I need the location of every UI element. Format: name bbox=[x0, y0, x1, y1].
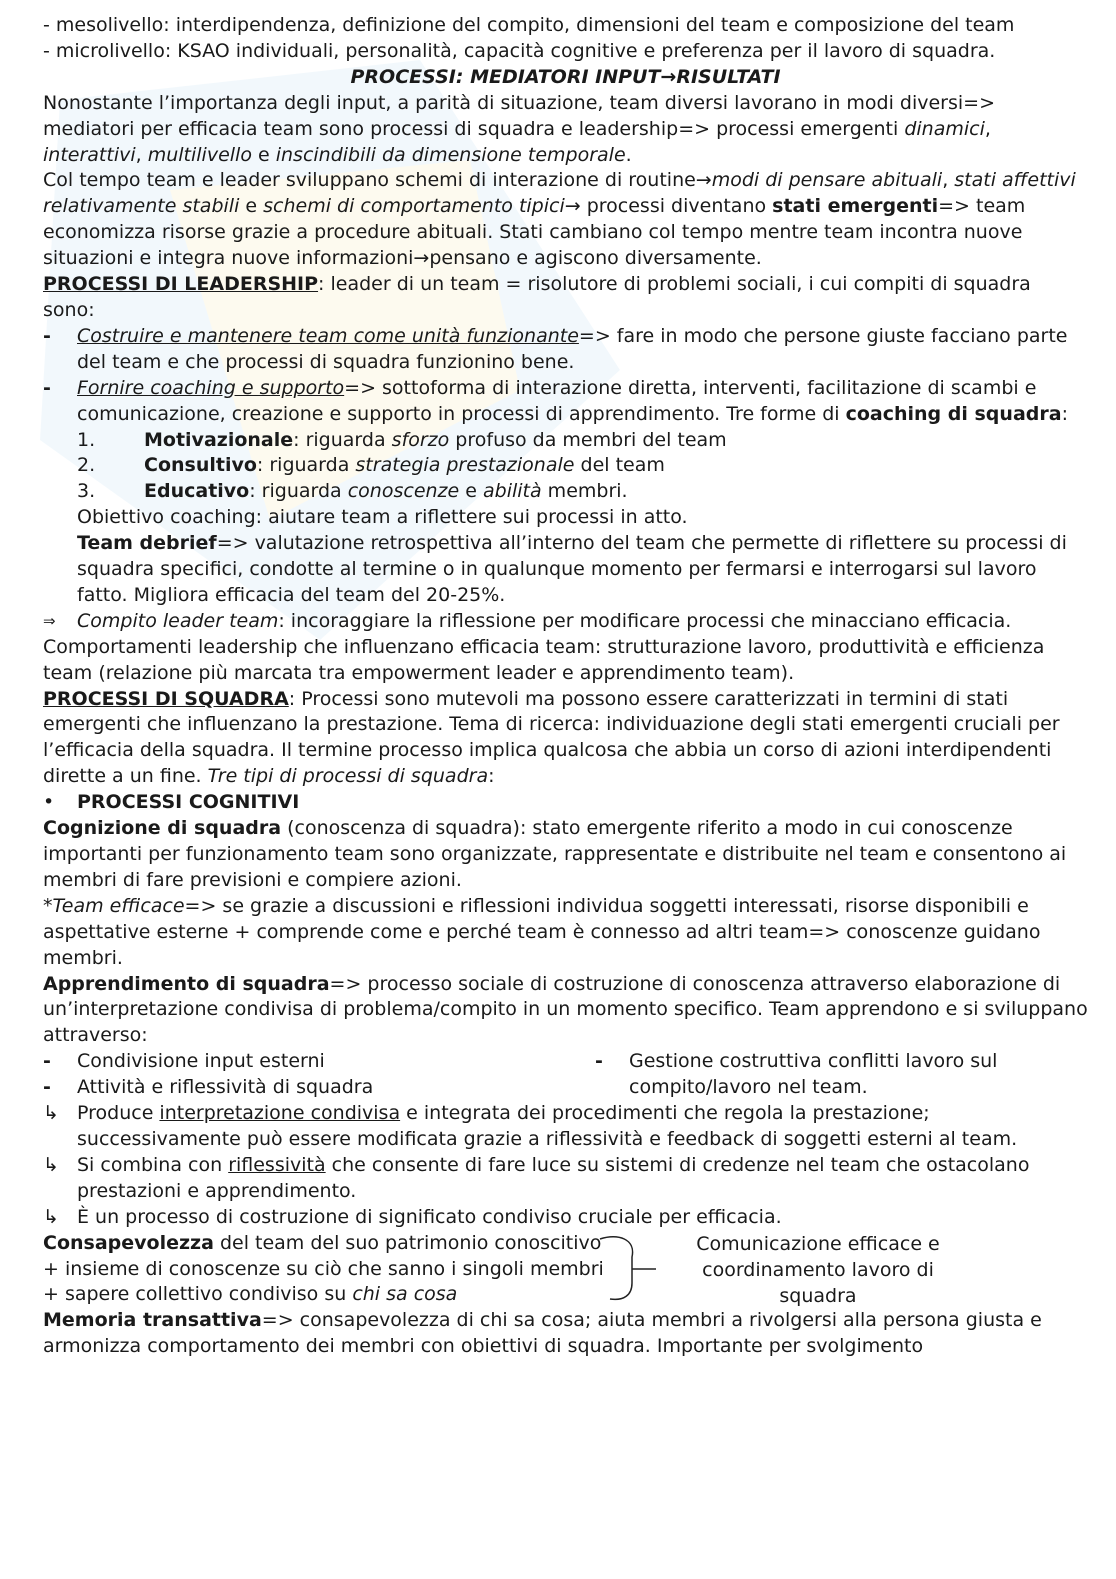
paragraph-team-efficace: *Team efficace=> se grazie a discussioni e riflessioni individua soggetti interessati, risorse disponibili e aspettative esterne + comprende come e perché team è connesso ad altri team=> conoscenze guidano membri. bbox=[43, 894, 1041, 969]
list-item: - Gestione costruttiva conflitti lavoro sul compito/lavoro nel team. bbox=[595, 1050, 998, 1099]
list-item: ↳ Produce interpretazione condivisa e integrata dei procedimenti che regola la prestazione; successivamente può essere modificata grazie a riflessività e feedback di soggetti esterni al team. bbox=[43, 1102, 1018, 1150]
document-page bbox=[43, 13, 1088, 1360]
paragraph-comportamenti: Comportamenti leadership che influenzano efficacia team: strutturazione lavoro, produttività e efficienza team (relazione più marcata tra empowerment leader e apprendimento team). bbox=[43, 635, 1045, 684]
list-item: ↳ È un processo di costruzione di significato condiviso cruciale per efficacia. bbox=[43, 1205, 1088, 1231]
line-mesolivello: - mesolivello: interdipendenza, definizione del compito, dimensioni del team e composizione del team bbox=[43, 14, 1015, 36]
list-item: - Costruire e mantenere team come unità funzionante=> fare in modo che persone giuste facciano parte del team e che processi di squadra funzionino bene. bbox=[43, 324, 1068, 373]
team-debrief: Team debrief=> valutazione retrospettiva all’interno del team che permette di riflettere su processi di squadra specifici, condotte al termine o in qualunque momento per fermarsi e interrogarsi sul lavoro fatto. Migliora efficacia del team del 20-25%. bbox=[77, 532, 1067, 606]
hook-arrow-icon: ↳ bbox=[43, 1102, 59, 1125]
brace-connector-icon bbox=[588, 1231, 658, 1309]
list-item: ⇒ Compito leader team: incoraggiare la riflessione per modificare processi che minacciano efficacia. bbox=[43, 609, 1088, 635]
numbered-item: 1. Motivazionale: riguarda sforzo profuso da membri del team bbox=[77, 428, 727, 451]
paragraph-cognizione: Cognizione di squadra (conoscenza di squadra): stato emergente riferito a modo in cui conoscenze importanti per funzionamento team sono organizzate, rappresentate e distribuite nel team e consentono ai membri di fare previsioni e compiere azioni. bbox=[43, 817, 1067, 891]
double-arrow-icon: ⇒ bbox=[43, 611, 56, 630]
numbered-item: 3. Educativo: riguarda conoscenze e abilità membri. bbox=[77, 480, 628, 503]
list-item: - Fornire coaching e supporto=> sottoforma di interazione diretta, interventi, facilitazione di scambi e comunicazione, creazione e supporto in processi di apprendimento. Tre forme di coaching di squadra: bbox=[43, 376, 1068, 425]
squadra-intro: PROCESSI DI SQUADRA: Processi sono mutevoli ma possono essere caratterizzati in termini di stati emergenti che influenzano la prestazione. Tema di ricerca: individuazione degli stati emergenti cruciali per bbox=[43, 687, 1060, 736]
two-column-list bbox=[43, 1049, 1088, 1101]
coaching-objective: Obiettivo coaching: aiutare team a riflettere sui processi in atto. bbox=[77, 506, 688, 529]
consapevolezza-block bbox=[43, 1231, 1088, 1309]
paragraph-routine: Col tempo team e leader sviluppano schemi di interazione di routine→modi di pensare abituali, stati affettivi relativamente stabili e schemi di comportamento tipici→ processi diventano stati emergenti=> team economizza risorse grazie a procedure abituali. Stati cambiano col tempo mentre team incontra nuove situazioni e integra nuove informazioni→pensano e agiscono diversamente. bbox=[43, 169, 1076, 270]
hook-arrow-icon: ↳ bbox=[43, 1205, 59, 1228]
paragraph-input: Nonostante l’importanza degli input, a parità di situazione, team diversi lavorano in modi diversi=> mediatori per efficacia team sono processi di squadra e leadership=> processi emergenti dinamici, interattivi, multilivello e inscindibili da dimensione temporale. bbox=[43, 91, 996, 166]
leadership-heading: PROCESSI DI LEADERSHIP bbox=[43, 273, 319, 296]
paragraph-memoria: Memoria transattiva=> consapevolezza di chi sa cosa; aiuta membri a rivolgersi alla persona giusta e armonizza comportamento dei membri con obiettivi di squadra. Importante per svolgimento bbox=[43, 1309, 1042, 1358]
list-item: - Attività e riflessività di squadra bbox=[43, 1076, 374, 1099]
numbered-item: 2. Consultivo: riguarda strategia prestazionale del team bbox=[77, 454, 665, 477]
squadra-heading: PROCESSI DI SQUADRA bbox=[43, 687, 289, 710]
list-item: • PROCESSI COGNITIVI bbox=[43, 790, 1088, 816]
leadership-intro: PROCESSI DI LEADERSHIP: leader di un team = risolutore di problemi sociali, i cui compiti di squadra sono: bbox=[43, 273, 1031, 321]
squadra-intro-2: l’efficacia della squadra. Il termine processo implica qualcosa che abbia un corso di azioni interdipendenti dirette a un fine. Tre tipi di processi di squadra: bbox=[43, 739, 1052, 788]
hook-arrow-icon: ↳ bbox=[43, 1153, 59, 1176]
list-item: ↳ Si combina con riflessività che consente di fare luce su sistemi di credenze nel team che ostacolano prestazioni e apprendimento. bbox=[43, 1153, 1030, 1202]
line-microlivello: - microlivello: KSAO individuali, personalità, capacità cognitive e preferenza per il lavoro di squadra. bbox=[43, 39, 996, 62]
list-item: - Condivisione input esterni bbox=[43, 1050, 325, 1073]
bullet-icon: • bbox=[43, 791, 55, 814]
consapevolezza-line: + insieme di conoscenze su ciò che sanno i singoli membri bbox=[43, 1257, 604, 1280]
side-note: Comunicazione efficace e coordinamento lavoro di squadra bbox=[696, 1232, 940, 1307]
consapevolezza-line: + sapere collettivo condiviso su chi sa cosa bbox=[43, 1283, 458, 1306]
section-title-processi: PROCESSI: MEDIATORI INPUT→RISULTATI bbox=[350, 65, 781, 88]
paragraph-apprendimento: Apprendimento di squadra=> processo sociale di costruzione di conoscenza attraverso elaborazione di un’interpretazione condivisa di problema/compito in un momento specifico. Team apprendono e si sviluppano attraverso: bbox=[43, 972, 1088, 1047]
consapevolezza-line: Consapevolezza del team del suo patrimonio conoscitivo bbox=[43, 1231, 602, 1254]
